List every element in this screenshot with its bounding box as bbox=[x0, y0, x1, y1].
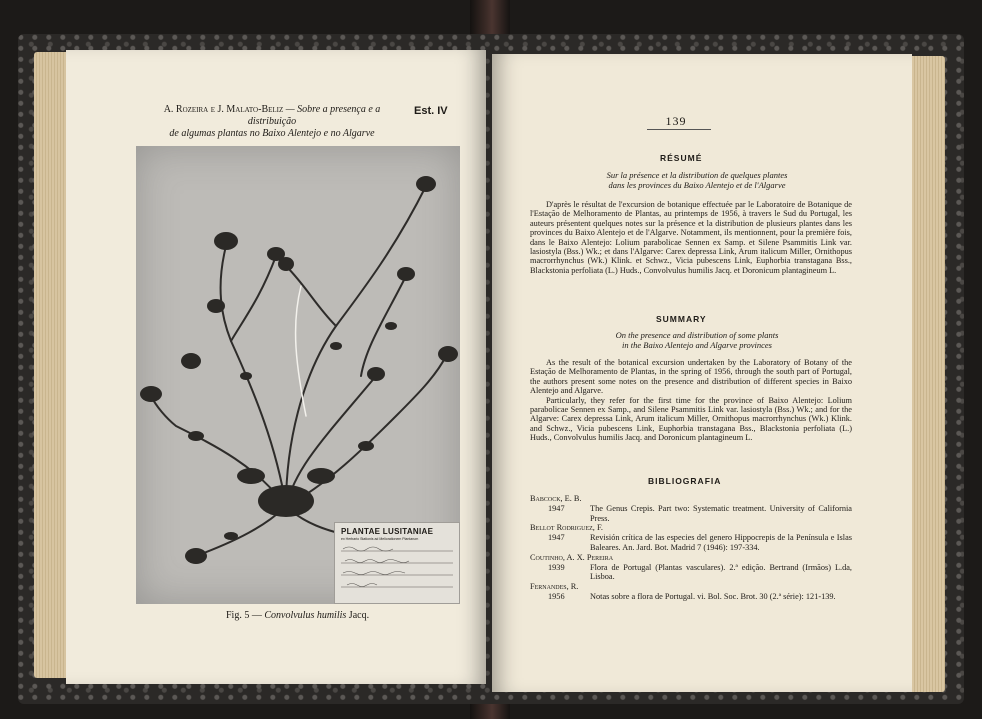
bib-year: 1939 bbox=[548, 562, 565, 572]
page-number-rule bbox=[647, 129, 711, 130]
bib-entry bbox=[530, 523, 852, 552]
summary-subtitle-line1: On the presence and distribution of some plants bbox=[615, 330, 779, 340]
bib-author: Babcock, E. B. bbox=[530, 494, 582, 503]
resume-title: RÉSUMÉ bbox=[660, 153, 703, 163]
bib-entry bbox=[530, 494, 852, 523]
bib-year: 1947 bbox=[548, 503, 565, 513]
figure-caption bbox=[226, 610, 369, 621]
bib-year: 1956 bbox=[548, 591, 565, 601]
resume-subtitle-line2: dans les provinces du Baixo Alentejo et de l'Algarve bbox=[608, 180, 786, 190]
summary-subtitle-line2: in the Baixo Alentejo and Algarve provinces bbox=[622, 340, 772, 350]
caption-author: Jacq. bbox=[348, 610, 370, 621]
summary-body bbox=[530, 358, 852, 443]
bib-year: 1947 bbox=[548, 533, 565, 543]
resume-body bbox=[530, 200, 852, 275]
resume-subtitle bbox=[552, 170, 842, 190]
bib-author: Coutinho, A. X. Pereira bbox=[530, 552, 614, 562]
header-title-line2: de algumas plantas no Baixo Alentejo e no Algarve bbox=[169, 128, 375, 139]
bibliography-title: BIBLIOGRAFIA bbox=[648, 476, 722, 486]
caption-species: Convolvulus humilis bbox=[264, 610, 347, 621]
label-subtitle: ex Herbario Stationis ad Meliorationem Plantarum bbox=[341, 537, 419, 541]
left-page bbox=[66, 50, 486, 684]
resume-subtitle-line1: Sur la présence et la distribution de quelques plantes bbox=[606, 170, 788, 180]
summary-subtitle bbox=[552, 330, 842, 350]
running-header bbox=[142, 104, 402, 140]
summary-title: SUMMARY bbox=[656, 314, 707, 324]
bib-author: Fernandes, R. bbox=[530, 582, 579, 592]
herbarium-label bbox=[334, 522, 460, 604]
right-page bbox=[492, 54, 912, 692]
bib-entry bbox=[530, 582, 852, 602]
summary-paragraph-1: As the result of the botanical excursion undertaken by the Laboratory of Botany of the Estação de Melhoramento de Plantas, in the spring of 1956, through the south part of Portugal, the authors present some notes on the presence and distribution of different species in Baixo Alentejo and Algarve. bbox=[530, 358, 852, 396]
bib-entry bbox=[530, 553, 852, 582]
caption-prefix: Fig. 5 — bbox=[226, 610, 262, 621]
plate-number: Est. IV bbox=[414, 105, 448, 117]
header-title-line1: — Sobre a presença e a distribuição bbox=[247, 104, 381, 127]
resume-paragraph: D'après le résultat de l'excursion de botanique effectuée par le Laboratoire de Botanique de l'Estação de Melhoramento de Plantas, au printemps de 1956, à travers le Sud du Portugal, les auteurs présentent quelques notes sur la présence et la distribution de plusieurs plantes dans les provinces du Baixo Alentejo et de l'Algarve. Notamment, ils mentionnent, pour la première fois, dans le Baixo Alentejo: Lolium parabolicae Sennen ex Samp. et Silene Psammitis Link var. lasiostyla (Bss.) Wk.; et dans l'Algarve: Carex depressa Link, Arum italicum Miller, Ornithopus macrorrhynchus (Wk.) Klink. et Schwz., Vicia pubescens Link, Euphorbia transtagana Bss., Blackstonia perfoliata (L.) Huds., Convolvulus humilis Jacq. et Doronicum plantagineum L. bbox=[530, 200, 852, 275]
bib-text: The Genus Crepis. Part two: Systematic treatment. University of California Press. bbox=[590, 503, 852, 523]
bib-text: Revisión crítica de las especies del genero Hippocrepis de la Península e Islas Baleares. An. Jard. Bot. Madrid 7 (1946): 197-334. bbox=[590, 533, 852, 552]
label-title: PLANTAE LUSITANIAE bbox=[341, 527, 434, 536]
bib-text: Notas sobre a flora de Portugal. vi. Bol. Soc. Brot. 30 (2.ª série): 121-139. bbox=[590, 591, 836, 601]
bib-text: Flora de Portugal (Plantas vasculares). 2.ª edição. Bertrand (Irmãos) L.da, Lisboa. bbox=[590, 562, 852, 582]
bibliography-list bbox=[530, 494, 852, 602]
summary-paragraph-2: Particularly, they refer for the first time for the province of Baixo Alentejo: Lolium parabolicae Sennen ex Samp., and Silene Psammitis Link var. lasiostyla (Bss.) Wk.; and for the Algarve: Carex depressa Link, Arum italicum Miller, Ornithopus macrorrhynchus (Wk.) Klink. and Schwz., Vicia pubescens Link, Euphorbia transtagana Bss., Blackstonia perfoliata (L.) Huds., Convolvulus humilis Jacq. and Doronicum plantagineum L. bbox=[530, 395, 852, 443]
bib-author: Bellot Rodriguez, F. bbox=[530, 523, 603, 533]
herbarium-specimen-photo bbox=[136, 146, 460, 604]
handwriting-lines bbox=[335, 523, 459, 603]
page-number: 139 bbox=[665, 114, 687, 128]
header-authors: A. Rozeira e J. Malato-Beliz bbox=[163, 104, 284, 115]
